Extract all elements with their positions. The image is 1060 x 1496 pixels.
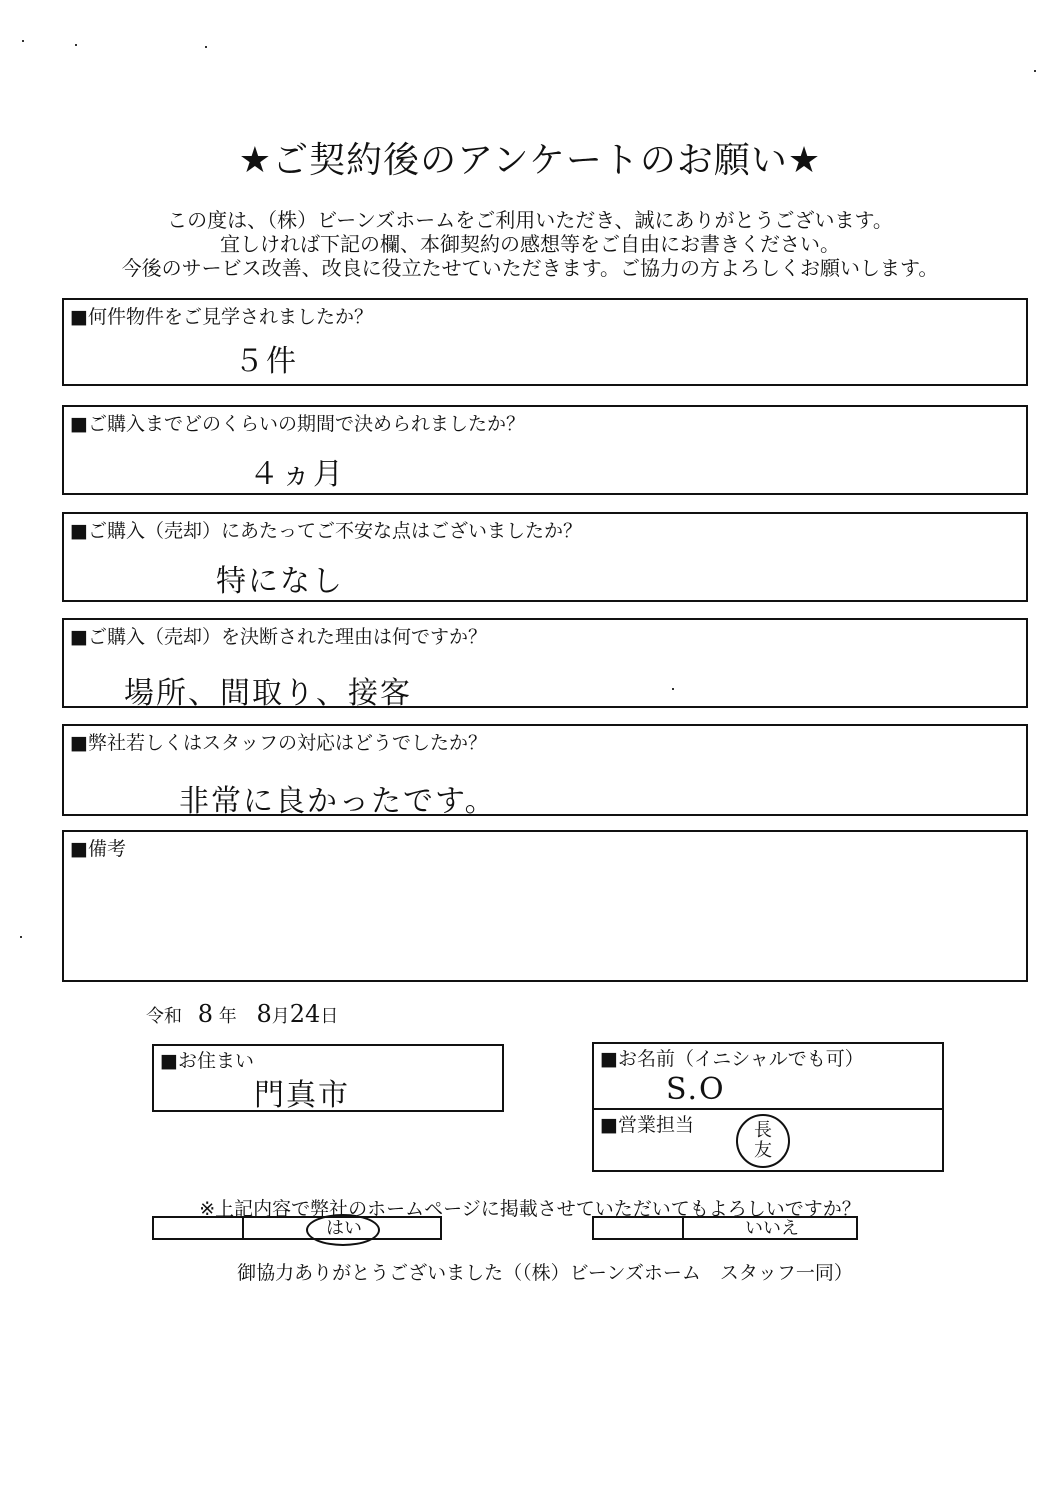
name-box: [592, 1042, 944, 1172]
name-value: S.O: [666, 1072, 726, 1107]
seal-top-char: 長: [754, 1120, 772, 1141]
date-year: 8: [197, 1000, 214, 1028]
yes-option-label: はい: [326, 1218, 362, 1239]
yes-option-blank-cell: [154, 1218, 244, 1238]
question-label: ■弊社若しくはスタッフの対応はどうでしたか？: [70, 732, 487, 754]
scan-speck: [75, 44, 77, 46]
question-box-staff-response: [62, 724, 1028, 819]
date-month-unit: 月: [271, 1006, 290, 1027]
remarks-label: ■備考: [70, 838, 126, 860]
intro-line-1: この度は、（株）ビーンズホームをご利用いただき、誠にありがとうございます。: [167, 208, 893, 232]
question-label: ■何件物件をご見学されましたか？: [70, 306, 373, 328]
question-label: ■ご購入までどのくらいの期間で決められましたか？: [70, 413, 525, 435]
intro-line-2: 宜しければ下記の欄、本御契約の感想等をご自由にお書きください。: [220, 232, 840, 256]
scan-speck: [1034, 70, 1036, 72]
handwritten-answer: 場所、間取り、接客: [124, 676, 412, 711]
no-option-label: いいえ: [745, 1218, 799, 1239]
scan-speck: [20, 936, 22, 938]
handwritten-answer: 特になし: [216, 564, 344, 599]
residence-value: 門真市: [254, 1078, 350, 1113]
scan-speck: [22, 40, 24, 42]
no-option-blank-cell: [594, 1218, 684, 1238]
question-box-decision-period: [62, 405, 1028, 495]
question-label: ■ご購入（売却）を決断された理由は何ですか？: [70, 626, 487, 648]
permission-question: ※上記内容で弊社のホームページに掲載させていただいてもよろしいですか？: [199, 1198, 861, 1220]
no-option-box[interactable]: [592, 1216, 858, 1240]
residence-box: [152, 1044, 504, 1112]
intro-line-3: 今後のサービス改善、改良に役立たせていただきます。ご協力の方よろしくお願いします。: [121, 256, 939, 280]
remarks-box: [62, 830, 1028, 982]
yes-option-box[interactable]: [152, 1216, 442, 1240]
question-box-purchase-reason: [62, 618, 1028, 711]
date-month: 8: [256, 1000, 272, 1028]
handwritten-answer: ５件: [234, 344, 298, 379]
scan-speck: [205, 46, 207, 48]
date-day-unit: 日: [320, 1006, 339, 1027]
question-label: ■ご購入（売却）にあたってご不安な点はございましたか？: [70, 520, 582, 542]
sales-rep-label: ■営業担当: [600, 1114, 694, 1136]
date-line: [146, 1000, 338, 1030]
date-year-unit: 年: [218, 1006, 237, 1027]
date-day: 24: [289, 1000, 321, 1028]
handwritten-answer: 非常に良かったです。: [179, 784, 497, 819]
closing-message: 御協力ありがとうございました（（株）ビーンズホーム スタッフ一同）: [237, 1262, 853, 1284]
selected-circle-mark: [306, 1214, 380, 1246]
question-box-concerns: [62, 512, 1028, 602]
seal-bottom-char: 友: [754, 1140, 772, 1161]
question-box-viewings: [62, 298, 1028, 386]
sales-rep-seal: [736, 1114, 790, 1168]
handwritten-answer: ４ヵ月: [249, 457, 345, 492]
residence-label: ■お住まい: [160, 1050, 254, 1072]
page-title: ★ご契約後のアンケートのお願い★: [238, 140, 822, 181]
date-era: 令和: [146, 1006, 182, 1027]
name-label: ■お名前（イニシャルでも可）: [600, 1048, 864, 1070]
